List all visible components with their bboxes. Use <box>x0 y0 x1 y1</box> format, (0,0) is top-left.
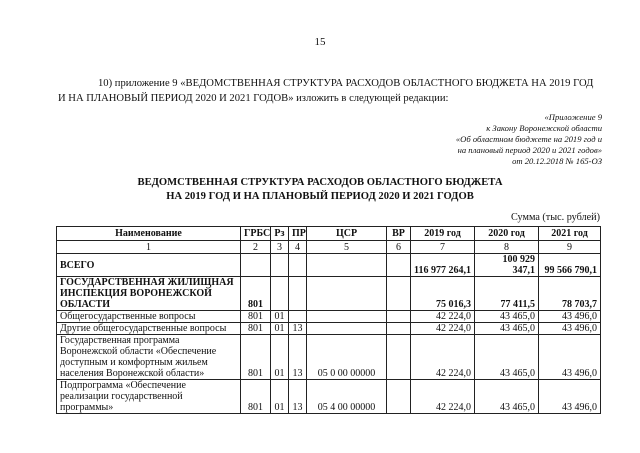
cell-rz: 01 <box>271 311 289 323</box>
cell-2019: 42 224,0 <box>411 323 475 335</box>
cell-rz: 01 <box>271 380 289 414</box>
cell-csr: 05 0 00 00000 <box>307 335 387 380</box>
cell-2019: 116 977 264,1 <box>411 254 475 277</box>
units-label: Сумма (тыс. рублей) <box>511 212 600 223</box>
cell-2021: 43 496,0 <box>539 311 601 323</box>
cell-2020: 43 465,0 <box>475 323 539 335</box>
cell-2020: 43 465,0 <box>475 311 539 323</box>
cell-name: Государственная программа Воронежской области «Обеспечение доступным и комфортным жильем населения Воронежской области» <box>57 335 241 380</box>
column-number: 9 <box>539 241 601 254</box>
cell-vr <box>387 277 411 311</box>
cell-csr <box>307 311 387 323</box>
cell-2020: 43 465,0 <box>475 335 539 380</box>
column-number: 4 <box>289 241 307 254</box>
cell-grbs: 801 <box>241 311 271 323</box>
cell-name: ГОСУДАРСТВЕННАЯ ЖИЛИЩНАЯ ИНСПЕКЦИЯ ВОРОНЕЖСКОЙ ОБЛАСТИ <box>57 277 241 311</box>
cell-2019: 42 224,0 <box>411 380 475 414</box>
cell-2021: 99 566 790,1 <box>539 254 601 277</box>
cell-pr: 13 <box>289 323 307 335</box>
cell-name: Подпрограмма «Обеспечение реализации государственной программы» <box>57 380 241 414</box>
cell-vr <box>387 311 411 323</box>
appendix-line: от 20.12.2018 № 165-ОЗ <box>512 156 602 166</box>
table-row <box>57 335 601 380</box>
cell-pr <box>289 254 307 277</box>
cell-2020: 100 929 347,1 <box>475 254 539 277</box>
table-row <box>57 323 601 335</box>
column-number: 2 <box>241 241 271 254</box>
cell-2019: 42 224,0 <box>411 335 475 380</box>
cell-csr <box>307 254 387 277</box>
column-number: 3 <box>271 241 289 254</box>
table-row <box>57 311 601 323</box>
column-number: 7 <box>411 241 475 254</box>
cell-grbs: 801 <box>241 380 271 414</box>
column-number: 6 <box>387 241 411 254</box>
cell-csr: 05 4 00 00000 <box>307 380 387 414</box>
cell-grbs: 801 <box>241 335 271 380</box>
cell-name: ВСЕГО <box>57 254 241 277</box>
cell-vr <box>387 380 411 414</box>
document-title <box>0 176 640 204</box>
cell-2019: 75 016,3 <box>411 277 475 311</box>
column-number: 5 <box>307 241 387 254</box>
cell-grbs <box>241 254 271 277</box>
appendix-line: к Закону Воронежской области <box>486 123 602 133</box>
cell-rz <box>271 254 289 277</box>
cell-grbs: 801 <box>241 323 271 335</box>
cell-rz: 01 <box>271 323 289 335</box>
header-csr: ЦСР <box>307 227 387 241</box>
cell-2021: 43 496,0 <box>539 380 601 414</box>
cell-rz <box>271 277 289 311</box>
cell-csr <box>307 277 387 311</box>
intro-paragraph: 10) приложение 9 «ВЕДОМСТВЕННАЯ СТРУКТУРА РАСХОДОВ ОБЛАСТНОГО БЮДЖЕТА НА 2019 ГОД И НА ПЛАНОВЫЙ ПЕРИОД 2020 И 2021 ГОДОВ» изложить в следующей редакции: <box>58 78 594 104</box>
table-row <box>57 380 601 414</box>
cell-pr: 13 <box>289 380 307 414</box>
cell-vr <box>387 323 411 335</box>
cell-csr <box>307 323 387 335</box>
cell-name: Общегосударственные вопросы <box>57 311 241 323</box>
header-2020: 2020 год <box>475 227 539 241</box>
header-grbs: ГРБС <box>241 227 271 241</box>
cell-2021: 43 496,0 <box>539 323 601 335</box>
header-rz: Рз <box>271 227 289 241</box>
column-number: 8 <box>475 241 539 254</box>
cell-2020: 43 465,0 <box>475 380 539 414</box>
cell-name: Другие общегосударственные вопросы <box>57 323 241 335</box>
cell-rz: 01 <box>271 335 289 380</box>
page-number: 15 <box>314 36 326 48</box>
header-2019: 2019 год <box>411 227 475 241</box>
cell-2021: 43 496,0 <box>539 335 601 380</box>
appendix-line: «Приложение 9 <box>544 112 602 122</box>
cell-pr <box>289 311 307 323</box>
header-2021: 2021 год <box>539 227 601 241</box>
header-name: Наименование <box>57 227 241 241</box>
cell-grbs: 801 <box>241 277 271 311</box>
title-line: НА 2019 ГОД И НА ПЛАНОВЫЙ ПЕРИОД 2020 И 2021 ГОДОВ <box>166 191 474 202</box>
header-row <box>57 227 601 241</box>
table-row <box>57 277 601 311</box>
cell-2019: 42 224,0 <box>411 311 475 323</box>
header-vr: ВР <box>387 227 411 241</box>
cell-2021: 78 703,7 <box>539 277 601 311</box>
budget-table <box>56 226 601 414</box>
cell-pr <box>289 277 307 311</box>
column-number-row <box>57 241 601 254</box>
column-number: 1 <box>57 241 241 254</box>
appendix-note <box>322 112 602 167</box>
cell-vr <box>387 335 411 380</box>
appendix-line: на плановый период 2020 и 2021 годов» <box>457 145 602 155</box>
cell-pr: 13 <box>289 335 307 380</box>
title-line: ВЕДОМСТВЕННАЯ СТРУКТУРА РАСХОДОВ ОБЛАСТНОГО БЮДЖЕТА <box>137 177 503 188</box>
table-row <box>57 254 601 277</box>
cell-vr <box>387 254 411 277</box>
cell-2020: 77 411,5 <box>475 277 539 311</box>
appendix-line: «Об областном бюджете на 2019 год и <box>455 134 602 144</box>
header-pr: ПР <box>289 227 307 241</box>
